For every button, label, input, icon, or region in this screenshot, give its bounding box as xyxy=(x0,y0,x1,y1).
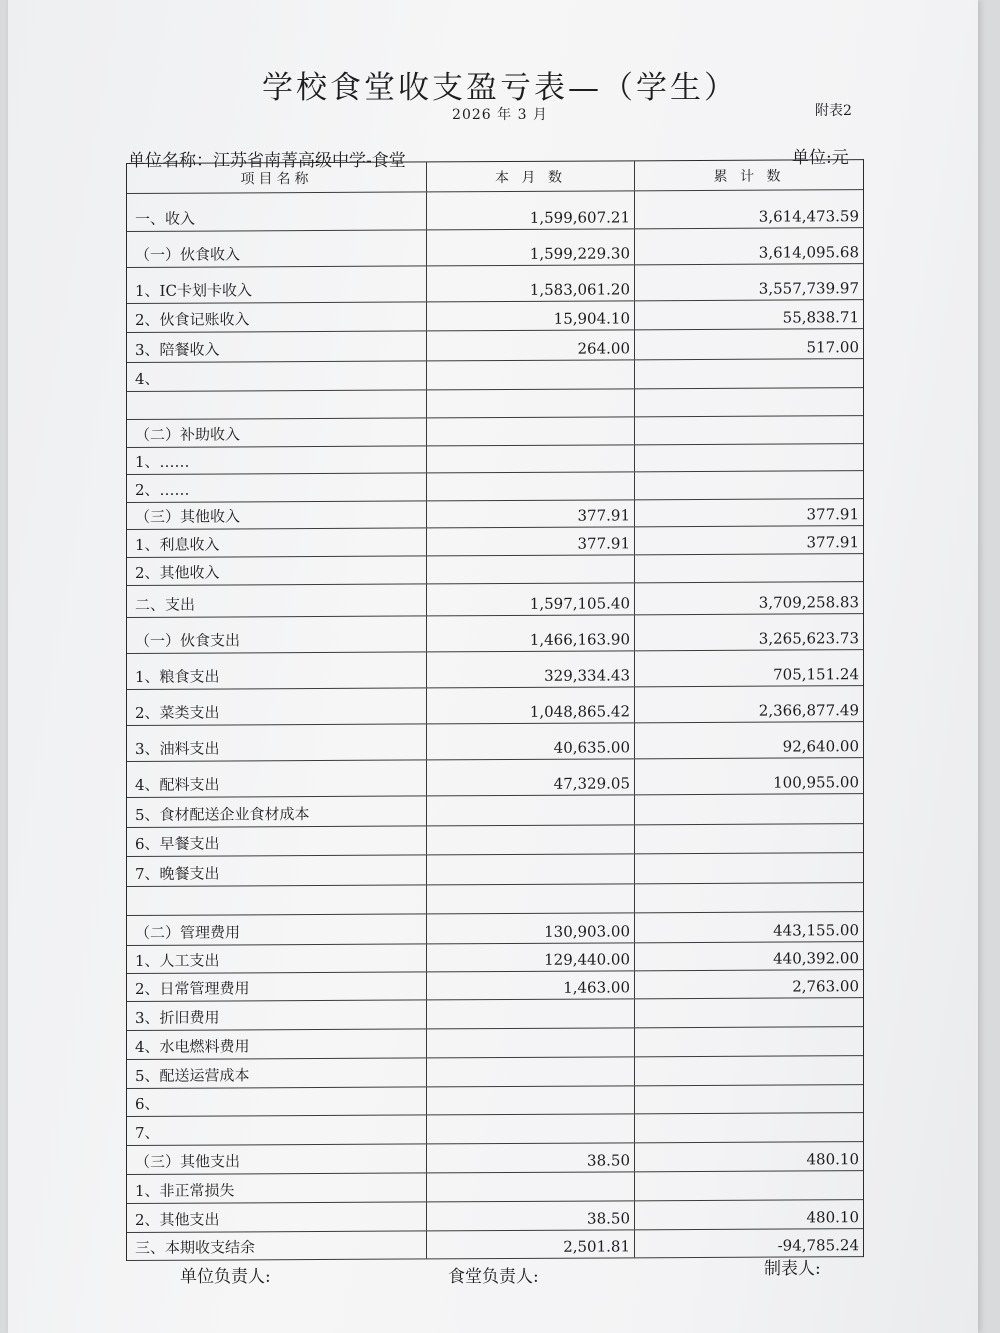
month-cell: 329,334.43 xyxy=(427,651,635,687)
month-cell: 130,903.00 xyxy=(427,913,635,943)
table-row xyxy=(127,1056,863,1089)
cumulative-cell: 3,614,095.68 xyxy=(758,243,859,262)
cumulative-cell xyxy=(635,1171,863,1200)
table-row xyxy=(127,686,863,726)
month-cell xyxy=(427,1172,635,1201)
item-cell: 4、水电燃料费用 xyxy=(127,1029,427,1059)
cumulative-cell: 3,614,473.59 xyxy=(758,207,859,226)
item-cell: 5、食材配送企业食材成本 xyxy=(127,796,427,827)
item-cell: 6、早餐支出 xyxy=(127,826,427,856)
table-row xyxy=(127,499,863,530)
month-cell xyxy=(427,445,635,472)
cumulative-cell xyxy=(635,1027,863,1056)
item-cell: 1、粮食支出 xyxy=(127,652,427,689)
item-cell: 3、陪餐收入 xyxy=(127,331,427,362)
table-row xyxy=(127,758,863,798)
month-cell: 38.50 xyxy=(427,1201,635,1230)
cumulative-cell: 440,392.00 xyxy=(773,949,859,968)
table-header-row xyxy=(127,160,863,194)
table-row xyxy=(127,329,863,363)
month-cell xyxy=(427,389,635,417)
cumulative-cell xyxy=(635,998,863,1027)
table-row xyxy=(127,912,863,946)
month-cell xyxy=(427,1057,635,1086)
month-cell: 2,501.81 xyxy=(427,1230,635,1258)
item-cell: 1、利息收入 xyxy=(127,528,427,557)
cumulative-cell: 705,151.24 xyxy=(773,665,859,684)
item-cell: （三）其他收入 xyxy=(127,501,427,529)
cumulative-cell xyxy=(635,388,863,416)
item-cell: 3、折旧费用 xyxy=(127,1000,427,1030)
cumulative-cell xyxy=(635,883,863,912)
income-expense-table xyxy=(126,159,864,1261)
unit-name: 单位名称：江苏省南菁高级中学-食堂 xyxy=(128,151,406,171)
table-row xyxy=(127,228,863,268)
table-row xyxy=(127,942,863,974)
table-row xyxy=(127,471,863,503)
cumulative-cell: 3,557,739.97 xyxy=(758,279,859,298)
month-cell: 1,599,229.30 xyxy=(427,229,635,265)
header-cumulative: 累 计 数 xyxy=(713,168,785,185)
cumulative-cell: 480.10 xyxy=(806,1150,859,1169)
canteen-head-signature: 食堂负责人: xyxy=(448,1267,539,1287)
month-cell: 1,466,163.90 xyxy=(427,615,635,651)
table-row xyxy=(127,1085,863,1117)
table-row xyxy=(127,970,863,1002)
header-item-name: 项目名称 xyxy=(127,162,427,193)
cumulative-cell: 2,366,877.49 xyxy=(758,701,859,720)
cumulative-cell: 480.10 xyxy=(806,1208,859,1227)
cumulative-cell: 92,640.00 xyxy=(782,737,859,756)
preparer-signature: 制表人: xyxy=(764,1259,821,1279)
item-cell: （二）补助收入 xyxy=(127,418,427,447)
item-cell: 1、人工支出 xyxy=(127,944,427,973)
month-cell xyxy=(427,555,635,583)
month-cell xyxy=(427,1028,635,1057)
month-cell xyxy=(427,854,635,884)
month-cell: 129,440.00 xyxy=(427,943,635,971)
month-cell xyxy=(427,999,635,1028)
month-cell xyxy=(427,472,635,500)
item-cell: 5、配送运营成本 xyxy=(127,1058,427,1088)
cumulative-cell xyxy=(635,471,863,499)
table-row xyxy=(127,650,863,690)
item-cell: （一）伙食收入 xyxy=(127,230,427,267)
month-cell: 47,329.05 xyxy=(427,759,635,795)
table-row xyxy=(127,582,863,618)
table-row xyxy=(127,1171,863,1204)
cumulative-cell xyxy=(635,416,863,444)
table-row xyxy=(127,444,863,475)
cumulative-cell: 443,155.00 xyxy=(773,921,859,940)
item-cell: （三）其他支出 xyxy=(127,1144,427,1174)
item-cell: 1、…… xyxy=(127,446,427,474)
month-cell xyxy=(427,417,635,445)
report-date: 2026 年 3 月 xyxy=(452,107,548,123)
cumulative-cell xyxy=(635,824,863,853)
cumulative-cell xyxy=(635,1085,863,1113)
table-row xyxy=(127,824,863,857)
item-cell: （一）伙食支出 xyxy=(127,616,427,653)
table-row xyxy=(127,883,863,916)
item-cell: 7、晚餐支出 xyxy=(127,855,427,886)
table-row xyxy=(127,416,863,448)
item-cell: 2、日常管理费用 xyxy=(127,972,427,1001)
cumulative-cell: 377.91 xyxy=(806,533,859,552)
cumulative-cell xyxy=(635,794,863,824)
item-cell: 2、其他支出 xyxy=(127,1202,427,1232)
table-row xyxy=(127,853,863,887)
table-row xyxy=(127,190,863,232)
item-cell: 2、伙食记账收入 xyxy=(127,302,427,332)
month-cell: 38.50 xyxy=(427,1143,635,1172)
appendix-label: 附表2 xyxy=(815,103,852,119)
item-cell: 三、本期收支结余 xyxy=(127,1231,427,1260)
table-row xyxy=(127,1200,863,1233)
month-cell xyxy=(427,1086,635,1114)
table-row xyxy=(127,1142,863,1175)
item-cell: 2、菜类支出 xyxy=(127,688,427,725)
month-cell: 1,597,105.40 xyxy=(427,583,635,615)
cumulative-cell xyxy=(635,1113,863,1142)
item-cell: 3、油料支出 xyxy=(127,724,427,761)
currency-unit: 单位:元 xyxy=(792,148,849,168)
table-row xyxy=(127,388,863,420)
cumulative-cell xyxy=(635,554,863,582)
month-cell: 1,583,061.20 xyxy=(427,265,635,301)
month-cell: 264.00 xyxy=(427,330,635,360)
item-cell: 1、非正常损失 xyxy=(127,1173,427,1203)
table-row xyxy=(127,794,863,828)
header-month: 本 月 数 xyxy=(427,161,635,191)
cumulative-cell: 517.00 xyxy=(806,338,859,357)
cumulative-cell: -94,785.24 xyxy=(777,1236,859,1255)
table-row xyxy=(127,722,863,762)
month-cell: 1,463.00 xyxy=(427,971,635,999)
cumulative-cell xyxy=(635,1056,863,1085)
month-cell xyxy=(427,825,635,854)
cumulative-cell: 55,838.71 xyxy=(782,308,859,327)
month-cell: 1,048,865.42 xyxy=(427,687,635,723)
month-cell: 1,599,607.21 xyxy=(427,191,635,229)
table-row xyxy=(127,1113,863,1146)
item-cell: 1、IC卡划卡收入 xyxy=(127,266,427,303)
cumulative-cell: 2,763.00 xyxy=(792,977,859,996)
table-row xyxy=(127,1027,863,1060)
item-cell: 7、 xyxy=(127,1115,427,1145)
table-row xyxy=(127,554,863,586)
item-cell: 4、 xyxy=(127,361,427,391)
cumulative-cell xyxy=(635,853,863,883)
table-row xyxy=(127,1229,863,1261)
month-cell: 377.91 xyxy=(427,500,635,527)
item-cell: 二、支出 xyxy=(127,584,427,617)
item-cell: 2、…… xyxy=(127,473,427,502)
month-cell: 15,904.10 xyxy=(427,301,635,330)
cumulative-cell: 100,955.00 xyxy=(773,773,859,792)
cumulative-cell: 377.91 xyxy=(806,505,859,524)
item-cell xyxy=(127,885,427,915)
item-cell: （二）管理费用 xyxy=(127,914,427,945)
table-row xyxy=(127,359,863,392)
item-cell: 一、收入 xyxy=(127,192,427,231)
month-cell xyxy=(427,360,635,389)
table-row xyxy=(127,300,863,333)
table-row xyxy=(127,998,863,1031)
cumulative-cell: 3,709,258.83 xyxy=(758,593,859,612)
table-row xyxy=(127,526,863,558)
month-cell xyxy=(427,1114,635,1143)
table-row xyxy=(127,614,863,654)
table-row xyxy=(127,264,863,304)
item-cell xyxy=(127,390,427,419)
cumulative-cell xyxy=(635,359,863,388)
page-title: 学校食堂收支盈亏表—（学生） xyxy=(262,70,738,106)
month-cell xyxy=(427,884,635,913)
month-cell xyxy=(427,795,635,825)
item-cell: 2、其他收入 xyxy=(127,556,427,585)
month-cell: 40,635.00 xyxy=(427,723,635,759)
unit-head-signature: 单位负责人: xyxy=(180,1267,271,1287)
cumulative-cell xyxy=(635,444,863,471)
item-cell: 6、 xyxy=(127,1087,427,1116)
item-cell: 4、配料支出 xyxy=(127,760,427,797)
cumulative-cell: 3,265,623.73 xyxy=(758,629,859,648)
month-cell: 377.91 xyxy=(427,527,635,555)
